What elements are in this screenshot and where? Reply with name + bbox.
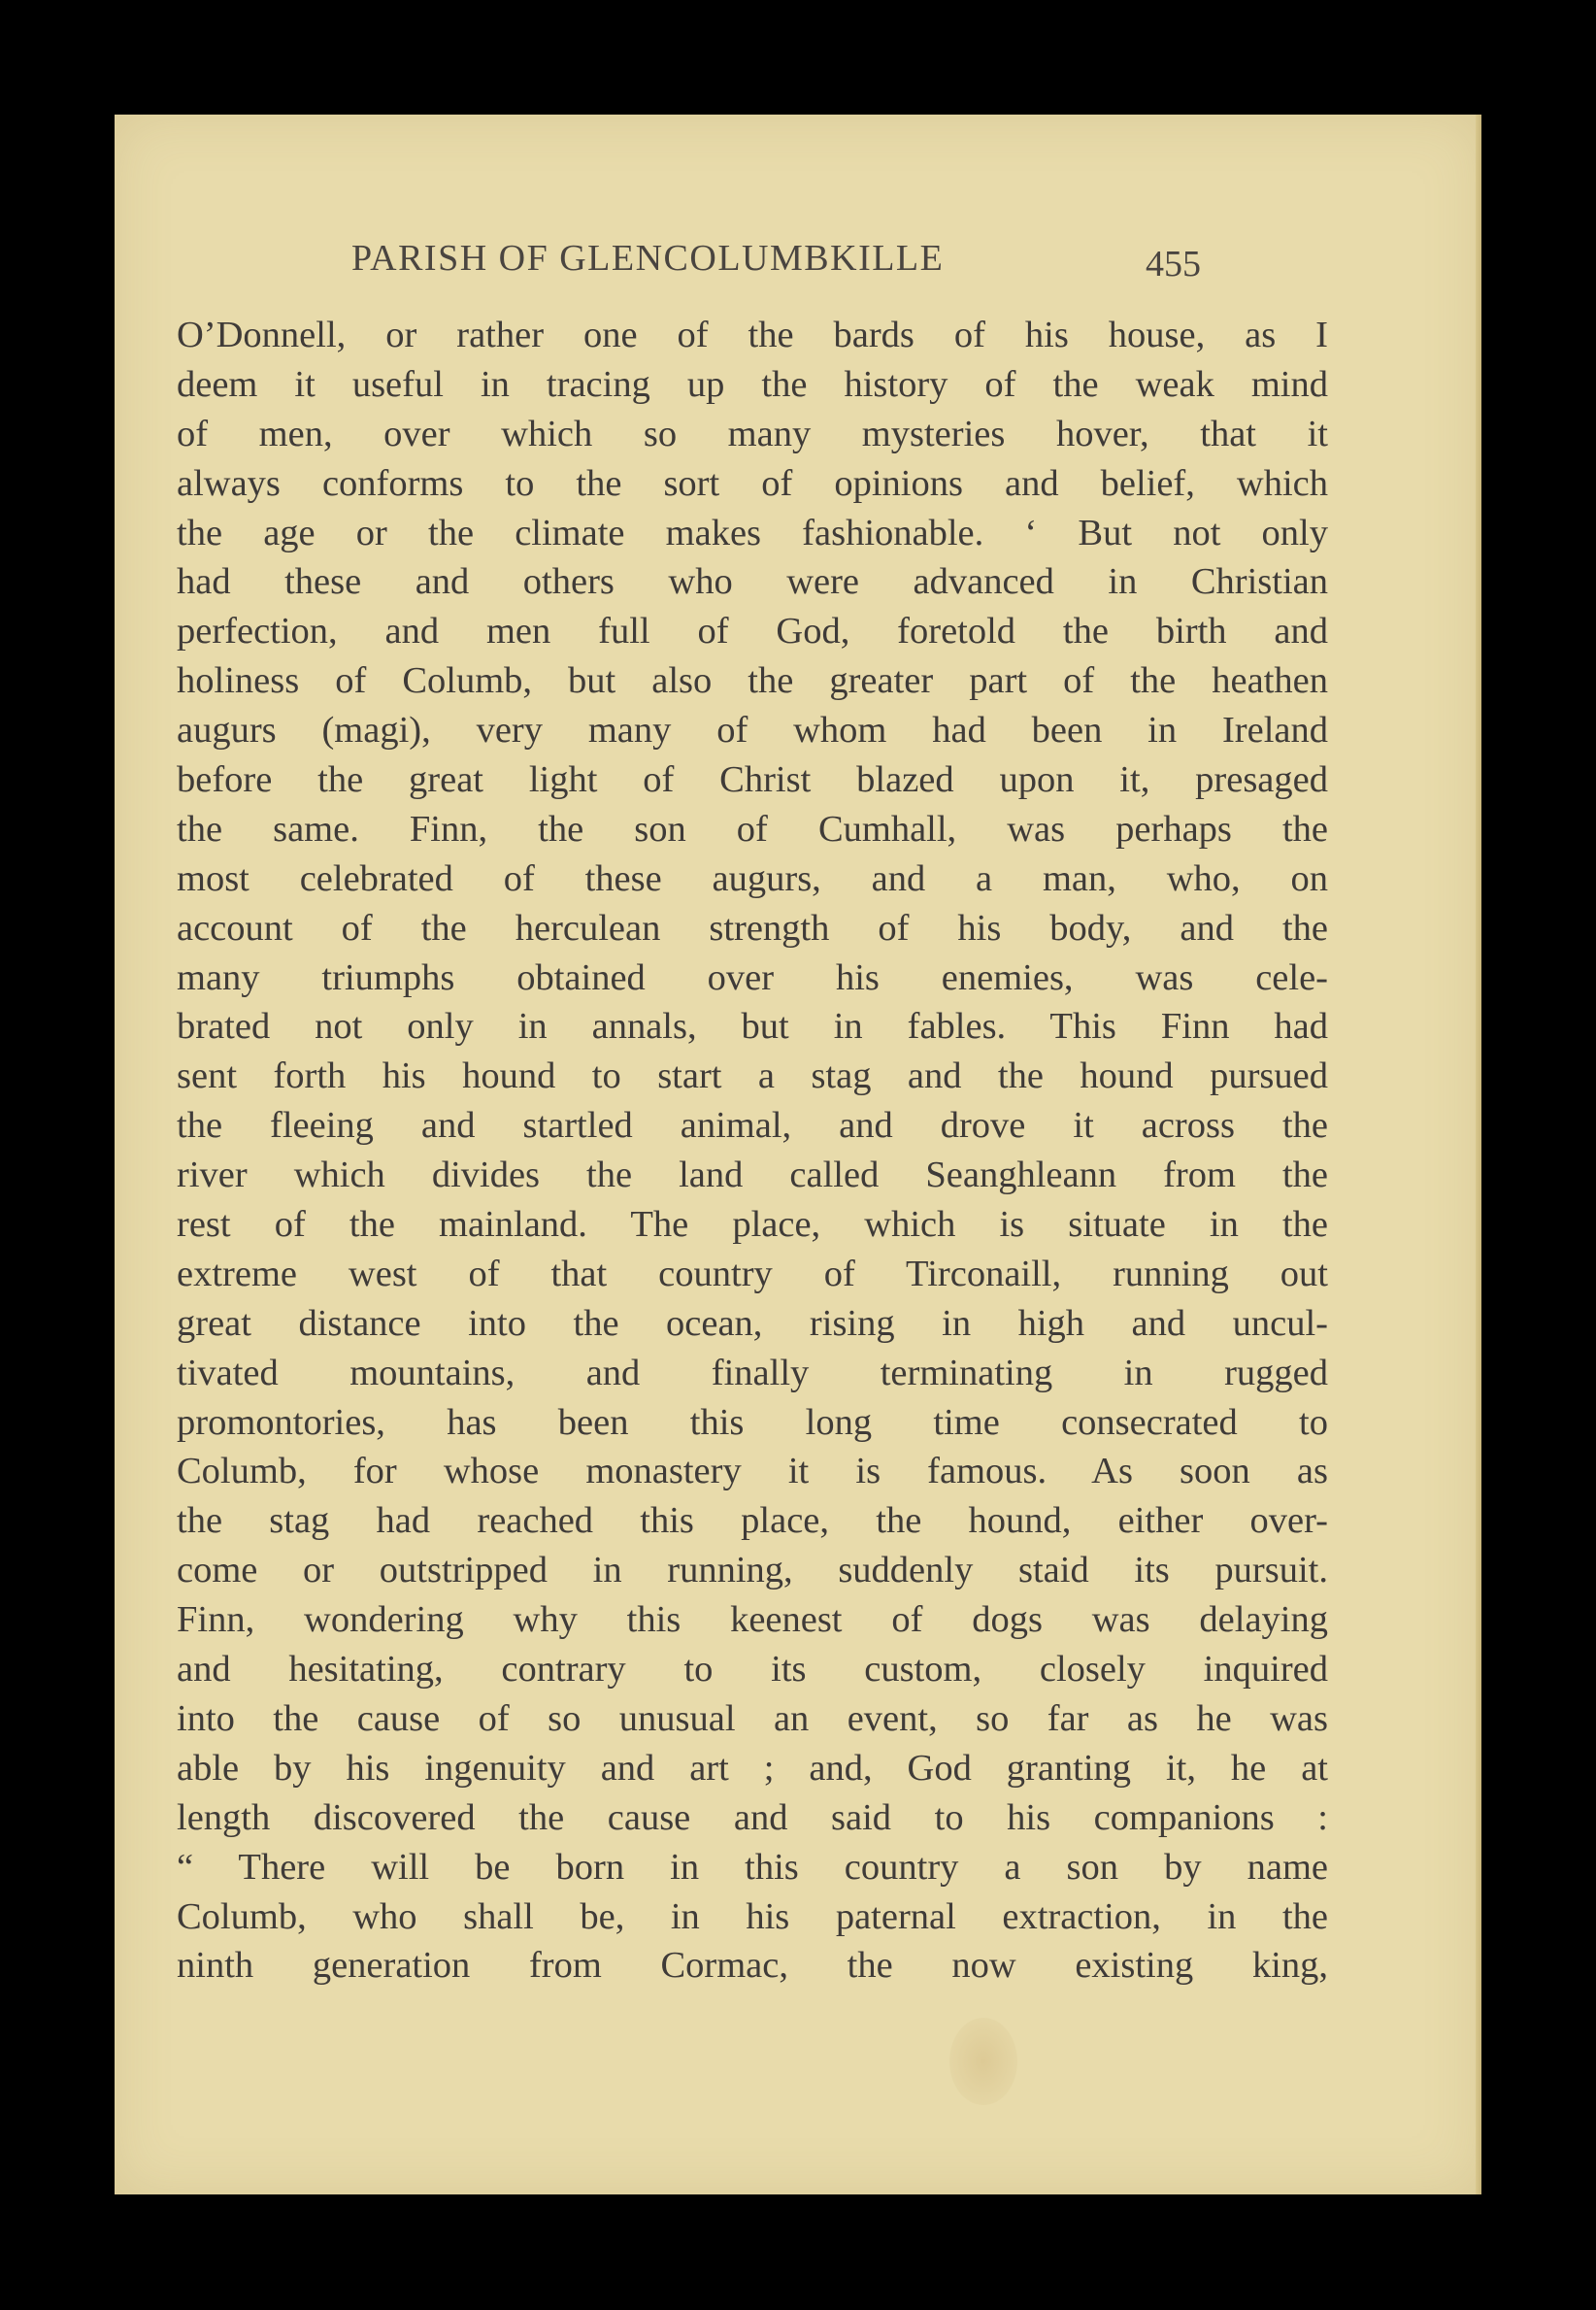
text-line: able by his ingenuity and art ; and, God granting it, he at: [177, 1747, 1328, 1789]
text-line: sent forth his hound to start a stag and the hound pursued: [177, 1055, 1328, 1097]
text-line: O’Donnell, or rather one of the bards of his house, as I: [177, 315, 1328, 355]
text-line: come or outstripped in running, suddenly staid its pursuit.: [177, 1550, 1328, 1591]
text-line: had these and others who were advanced in Christian: [177, 561, 1328, 603]
page-edge: [1476, 115, 1481, 2194]
text-line: deem it useful in tracing up the history of the weak mind: [177, 363, 1328, 405]
text-line: river which divides the land called Seanghleann from the: [177, 1155, 1328, 1196]
text-line: “ There will be born in this country a son by name: [177, 1846, 1328, 1888]
text-line: ninth generation from Cormac, the now existing king,: [177, 1945, 1328, 1987]
text-line: brated not only in annals, but in fables. This Finn had: [177, 1006, 1328, 1048]
book-page: [115, 115, 1481, 2194]
running-head-title: PARISH OF GLENCOLUMBKILLE: [351, 238, 945, 279]
text-line: great distance into the ocean, rising in high and uncul-: [177, 1302, 1328, 1344]
text-line: Columb, for whose monastery it is famous. As soon as: [177, 1451, 1328, 1492]
text-line: account of the herculean strength of his body, and the: [177, 907, 1328, 949]
text-line: holiness of Columb, but also the greater part of the heathen: [177, 660, 1328, 702]
text-line: before the great light of Christ blazed upon it, presaged: [177, 759, 1328, 801]
running-head: [115, 223, 1481, 285]
text-line: Finn, wondering why this keenest of dogs was delaying: [177, 1599, 1328, 1641]
text-line: into the cause of so unusual an event, so far as he was: [177, 1697, 1328, 1739]
text-line: most celebrated of these augurs, and a man, who, on: [177, 857, 1328, 899]
text-line: many triumphs obtained over his enemies, was cele-: [177, 956, 1328, 998]
text-line: and hesitating, contrary to its custom, closely inquired: [177, 1649, 1328, 1691]
body-text: [177, 311, 1328, 1991]
text-line: the fleeing and startled animal, and drove it across the: [177, 1105, 1328, 1147]
text-line: extreme west of that country of Tirconaill, running out: [177, 1253, 1328, 1294]
paper-stain: [949, 2018, 1017, 2105]
text-line: Columb, who shall be, in his paternal extraction, in the: [177, 1895, 1328, 1937]
text-line: perfection, and men full of God, foretold the birth and: [177, 611, 1328, 653]
text-line: the age or the climate makes fashionable. ‘ But not only: [177, 512, 1328, 553]
text-line: the stag had reached this place, the hound, either over-: [177, 1500, 1328, 1542]
text-line: augurs (magi), very many of whom had been in Ireland: [177, 710, 1328, 752]
text-line: the same. Finn, the son of Cumhall, was perhaps the: [177, 808, 1328, 850]
text-line: length discovered the cause and said to his companions :: [177, 1796, 1328, 1838]
page-number: 455: [1146, 244, 1201, 285]
text-line: rest of the mainland. The place, which is situate in the: [177, 1204, 1328, 1246]
text-line: tivated mountains, and finally terminating in rugged: [177, 1352, 1328, 1393]
text-line: always conforms to the sort of opinions and belief, which: [177, 462, 1328, 504]
text-line: promontories, has been this long time consecrated to: [177, 1401, 1328, 1443]
text-line: of men, over which so many mysteries hover, that it: [177, 413, 1328, 454]
